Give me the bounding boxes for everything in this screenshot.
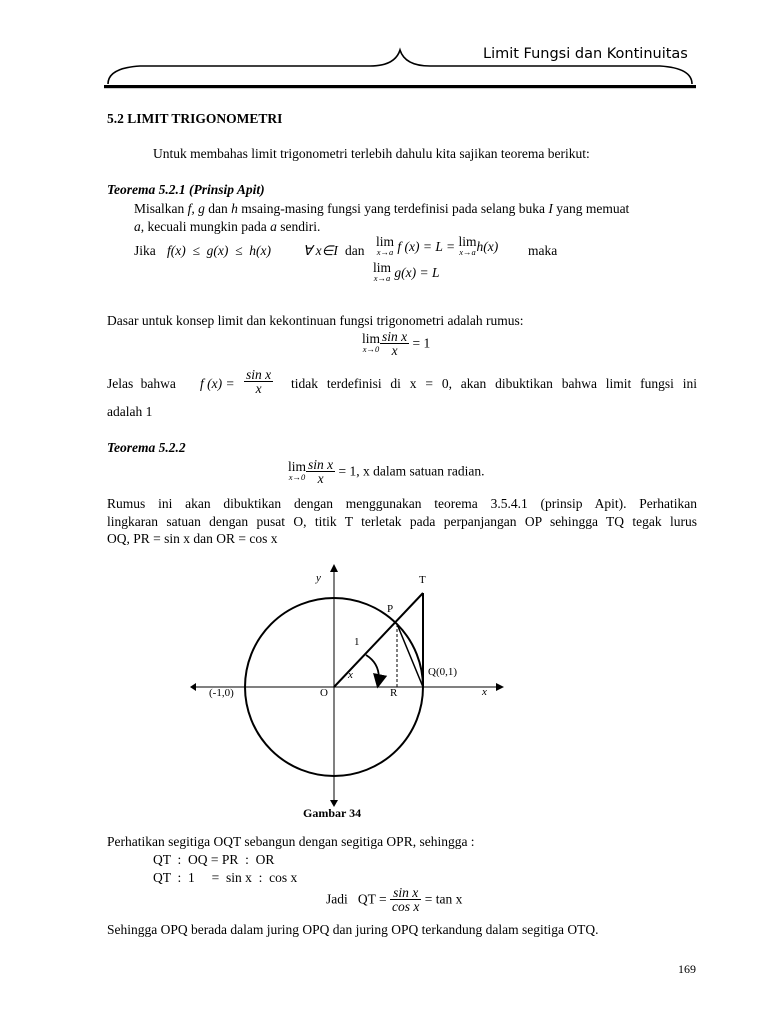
label-o: O [320,687,328,699]
theorem-1-title: Teorema 5.2.1 (Prinsip Apit) [107,182,265,197]
theorem-1-forall: ∀ x∈I [303,243,338,258]
proof-line1: Rumus ini akan dibuktikan dengan menggunakan teorema 3.5.4.1 (prinsip Apit). Perhatikan [107,496,697,511]
label-r: R [390,687,398,699]
theorem-1-line2: a, kecuali mungkin pada a sendiri. [134,219,321,234]
proof-line3: OQ, PR = sin x dan OR = cos x [107,531,278,546]
clear-line2: adalah 1 [107,404,153,419]
label-neg: (-1,0) [209,687,234,699]
basis-formula: lim x→0 $\frac{\text{sin x}}{x}$ = 1 [362,329,431,358]
chord-pq [397,624,423,687]
theorem-2-title: Teorema 5.2.2 [107,440,186,455]
section-title: 5.2 LIMIT TRIGONOMETRI [107,111,283,126]
intro-text: Untuk membahas limit trigonometri terlebih dahulu kita sajikan teorema berikut: [153,146,590,161]
after-line1: Perhatikan segitiga OQT sebangun dengan segitiga OPR, sehingga : [107,834,475,849]
after-line3: QT : 1 = sin x : cos x [153,870,298,885]
figure-caption: Gambar 34 [303,806,362,820]
label-x-axis: x [482,686,487,698]
header-brace [100,44,700,96]
page-number: 169 [678,962,696,976]
after-jadi: Jadi QT = $\frac{\text{sin x}}{\text{cos x}}$ = tan x [326,885,463,914]
theorem-1-limit-eq1: lim x→a f (x) = L = lim x→a h(x) [376,234,499,257]
after-line4: Sehingga OPQ berada dalam juring OPQ dan juring OPQ terkandung dalam segitiga OTQ. [107,922,599,937]
clear-fx: f (x) = [200,376,235,391]
theorem-2-formula: lim x→0 $\frac{\text{sin x}}{x}$ = 1, x dalam satuan radian. [288,457,485,486]
label-p: P [387,603,394,615]
label-one: 1 [354,636,360,648]
theorem-1-dan: dan [345,243,365,258]
clear-prefix: Jelas bahwa [107,376,176,391]
label-x-angle: x [348,669,353,681]
theorem-1-limit-eq2: lim x→a g(x) = L [373,260,440,283]
proof-line2: lingkaran satuan dengan pusat O, titik T terletak pada perpanjangan OP sehingga TQ tegak lurus [107,514,697,529]
angle-arc [366,655,379,685]
theorem-1-inequality: f(x) ≤ g(x) ≤ h(x) [167,243,272,258]
clear-suffix: tidak terdefinisi di x = 0, akan dibuktikan bahwa limit fungsi ini [291,376,697,391]
label-q: Q(0,1) [428,666,458,678]
label-t: T [419,574,426,586]
theorem-1-jika: Jika [134,243,156,258]
theorem-1-maka: maka [528,243,558,258]
after-line2: QT : OQ = PR : OR [153,852,275,867]
header-title: Limit Fungsi dan Kontinuitas [483,46,688,62]
label-y: y [316,572,321,584]
clear-fraction: $\frac{\text{sin x}}{x}$ [246,367,272,396]
basis-text: Dasar untuk konsep limit dan kekontinuan fungsi trigonometri adalah rumus: [107,313,524,328]
unit-circle-figure [190,560,510,810]
theorem-1-line1: Misalkan f, g dan h msaing-masing fungsi yang terdefinisi pada selang buka I yang memuat [134,201,630,216]
